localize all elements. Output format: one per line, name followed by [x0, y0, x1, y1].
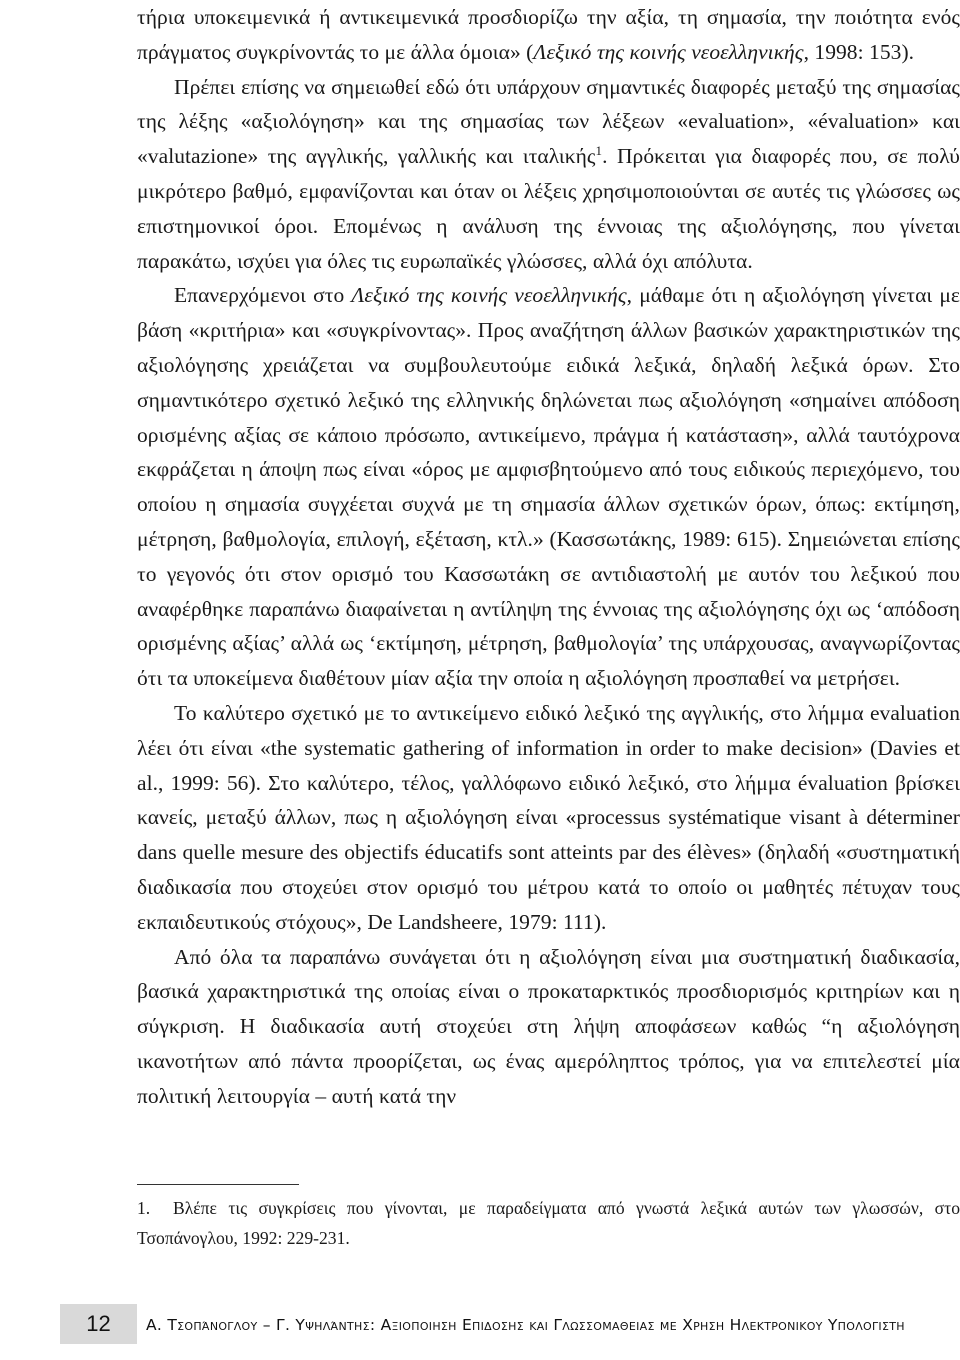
paragraph-1-text: τήρια υποκειμενικά ή αντικειμενικά προσδιορίζω την αξία, τη σημασία, την ποιότητα ενός πράγματος συγκρίνοντάς το με άλλα όμοια» ( — [137, 5, 960, 64]
footnote — [137, 1193, 960, 1253]
running-head: Α. Τσοπάνογλου – Γ. Υψηλάντης: Αξιοποιηση Επιδοσης και Γλωσσομαθειας με Χρηση Ηλεκτρονικου Υπολογιστη — [146, 1316, 905, 1334]
page-number: 12 — [60, 1304, 137, 1344]
paragraph-4: Το καλύτερο σχετικό με το αντικείμενο ειδικό λεξικό της αγγλικής, στο λήμμα evaluation λέει ότι είναι «the systematic gathering of information in order to make decision» (Davies et al., 1999: 56). Στο καλύτερο, τέλος, γαλλόφωνο ειδικό λεξικό, στο λήμμα évaluation βρίσκει κανείς, μεταξύ άλλων, πως η αξιολόγηση είναι «processus systématique visant à déterminer dans quelle mesure des objectifs éducatifs sont atteints par des élèves» (δηλαδή «συστηματική διαδικασία που στοχεύει στον ορισμό του μέτρου κατά το οποίο οι μαθητές πέτυχαν τους εκπαιδευτικούς στόχους», De Landsheere, 1979: 111). — [137, 700, 960, 934]
paragraph-2-text: Πρέπει επίσης να σημειωθεί εδώ ότι υπάρχουν σημαντικές διαφορές μεταξύ της σημασίας της λέξης «αξιολόγηση» και της σημασίας των λέξεων «evaluation», «évaluation» και «valutazione» της αγγλικής, γαλλικής και ιταλικής — [137, 74, 960, 169]
paragraph-3-text: , μάθαμε ότι η αξιολόγηση γίνεται με βάση «κριτήρια» και «συγκρίνοντας». Προς αναζήτηση άλλων βασικών χαρακτηριστικών της αξιολόγησης χρειάζεται να συμβουλευτούμε ειδικά λεξικά, δηλαδή λεξικά όρων. Στο σημαντικότερο σχετικό λεξικό της ελληνικής δηλώνεται πως αξιολόγηση «σημαίνει απόδοση ορισμένης αξίας σε κάποιο πρόσωπο, αντικείμενο, πράγμα ή κατάσταση», αλλά ταυτόχρονα εκφράζεται η άποψη πως είναι «όρος με αμφισβητούμενο από τους ειδικούς περιεχόμενο, του οποίου η σημασία συγχέεται συχνά με τη σημασία άλλων σχετικών όρων, όπως: εκτίμηση, μέτρηση, βαθμολογία, επιλογή, εξέταση, κτλ.» (Κασσωτάκης, 1989: 615). Σημειώνεται επίσης το γεγονός ότι στον ορισμό του Κασσωτάκη σε αντιδιαστολή με αυτόν του λεξικού που αναφέρθηκε παραπάνω διαφαίνεται η αντίληψη της έννοιας της αξιολόγησης όχι ως ‘απόδοση ορισμένης αξίας’ αλλά ως ‘εκτίμηση, μέτρηση, βαθμολογία’ της υπάρχουσας, αναγνωρίζοντας ότι τα υποκείμενα διαθέτουν μίαν αξία την οποία η αξιολόγηση προσπαθεί να μετρήσει. — [137, 283, 960, 691]
paragraph-3 — [137, 278, 960, 696]
paragraph-3-start: Επανερχόμενοι στο — [174, 283, 352, 308]
paragraph-2-end: . Πρόκειται για διαφορές που, σε πολύ μικρότερο βαθμό, εμφανίζονται και όταν οι λέξεις χρησιμοποιούνται σε αυτές τις γλώσσες ως επιστημονικοί όροι. Επομένως η ανάλυση της έννοιας της αξιολόγησης, που γίνεται παρακάτω, ισχύει για όλες τις ευρωπαϊκές γλώσσες, αλλά όχι απόλυτα. — [137, 144, 960, 273]
page-body — [137, 0, 960, 1114]
paragraph-1 — [137, 0, 960, 70]
footnote-text: Βλέπε τις συγκρίσεις που γίνονται, με παραδείγματα από γνωστά λεξικά αυτών των γλωσσών, στο Τσοπάνογλου, 1992: 229-231. — [137, 1198, 960, 1248]
page-footer — [0, 1304, 960, 1344]
paragraph-5: Από όλα τα παραπάνω συνάγεται ότι η αξιολόγηση είναι μια συστηματική διαδικασία, βασικά χαρακτηριστικά της οποίας είναι ο προκαταρκτικός προσδιορισμός κριτηρίων και η σύγκριση. Η διαδικασία αυτή στοχεύει στη λήψη αποφάσεων καθώς “η αξιολόγηση ικανοτήτων από πάντα προορίζεται, ως ένας αμερόληπτος τρόπος, για να επιτελεστεί μία πολιτική λειτουργία – αυτή κατά την — [137, 944, 960, 1108]
paragraph-2 — [137, 70, 960, 279]
footnote-number: 1. — [137, 1198, 151, 1218]
dictionary-title-2: Λεξικό της κοινής νεοελληνικής — [351, 283, 627, 308]
paragraph-1-end: , 1998: 153). — [803, 39, 915, 64]
footnote-divider — [137, 1184, 299, 1185]
footnote-ref: 1 — [595, 143, 603, 159]
dictionary-title: Λεξικό της κοινής νεοελληνικής — [533, 39, 804, 64]
